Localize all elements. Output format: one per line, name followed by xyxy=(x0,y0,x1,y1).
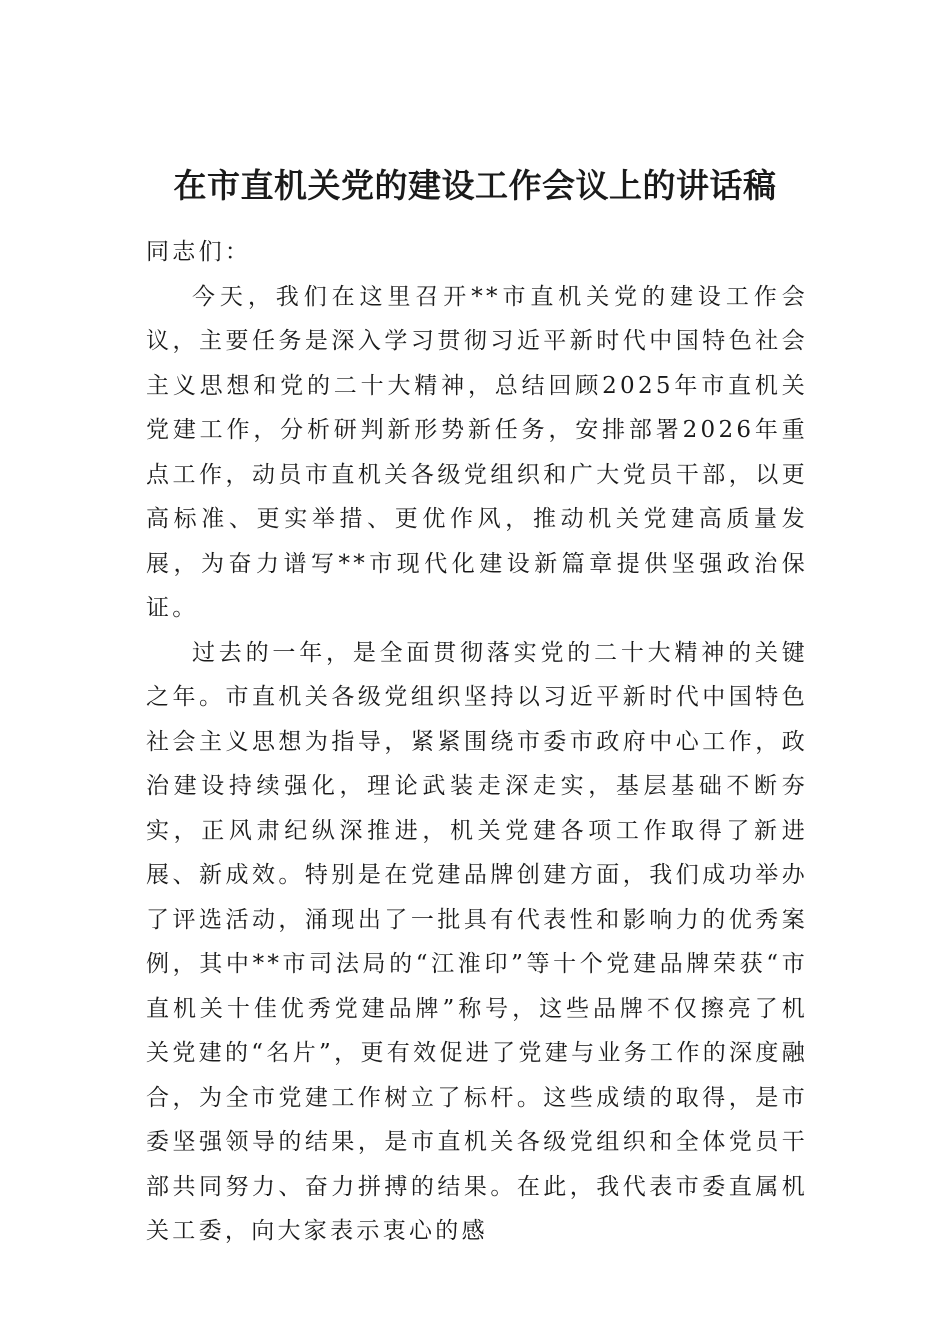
paragraph-opening: 今天，我们在这里召开**市直机关党的建设工作会议，主要任务是深入学习贯彻习近平新时代中国特色社会主义思想和党的二十大精神，总结回顾2025年市直机关党建工作，分析研判新形势新任务，安排部署2026年重点工作，动员市直机关各级党组织和广大党员干部，以更高标准、更实举措、更优作风，推动机关党建高质量发展，为奋力谱写**市现代化建设新篇章提供坚强政治保证。 xyxy=(146,283,808,621)
salutation: 同志们： xyxy=(146,239,252,265)
document-title: 在市直机关党的建设工作会议上的讲话稿 xyxy=(173,166,777,205)
paragraph-review: 过去的一年，是全面贯彻落实党的二十大精神的关键之年。市直机关各级党组织坚持以习近平新时代中国特色社会主义思想为指导，紧紧围绕市委市政府中心工作，政治建设持续强化，理论武装走深走实，基层基础不断夯实，正风肃纪纵深推进，机关党建各项工作取得了新进展、新成效。特别是在党建品牌创建方面，我们成功举办了评选活动，涌现出了一批具有代表性和影响力的优秀案例，其中**市司法局的“江淮印”等十个党建品牌荣获“市直机关十佳优秀党建品牌”称号，这些品牌不仅擦亮了机关党建的“名片”，更有效促进了党建与业务工作的深度融合，为全市党建工作树立了标杆。这些成绩的取得，是市委坚强领导的结果，是市直机关各级党组织和全体党员干部共同努力、奋力拼搏的结果。在此，我代表市委直属机关工委，向大家表示衷心的感 xyxy=(146,639,808,1244)
document-body xyxy=(146,230,808,1254)
